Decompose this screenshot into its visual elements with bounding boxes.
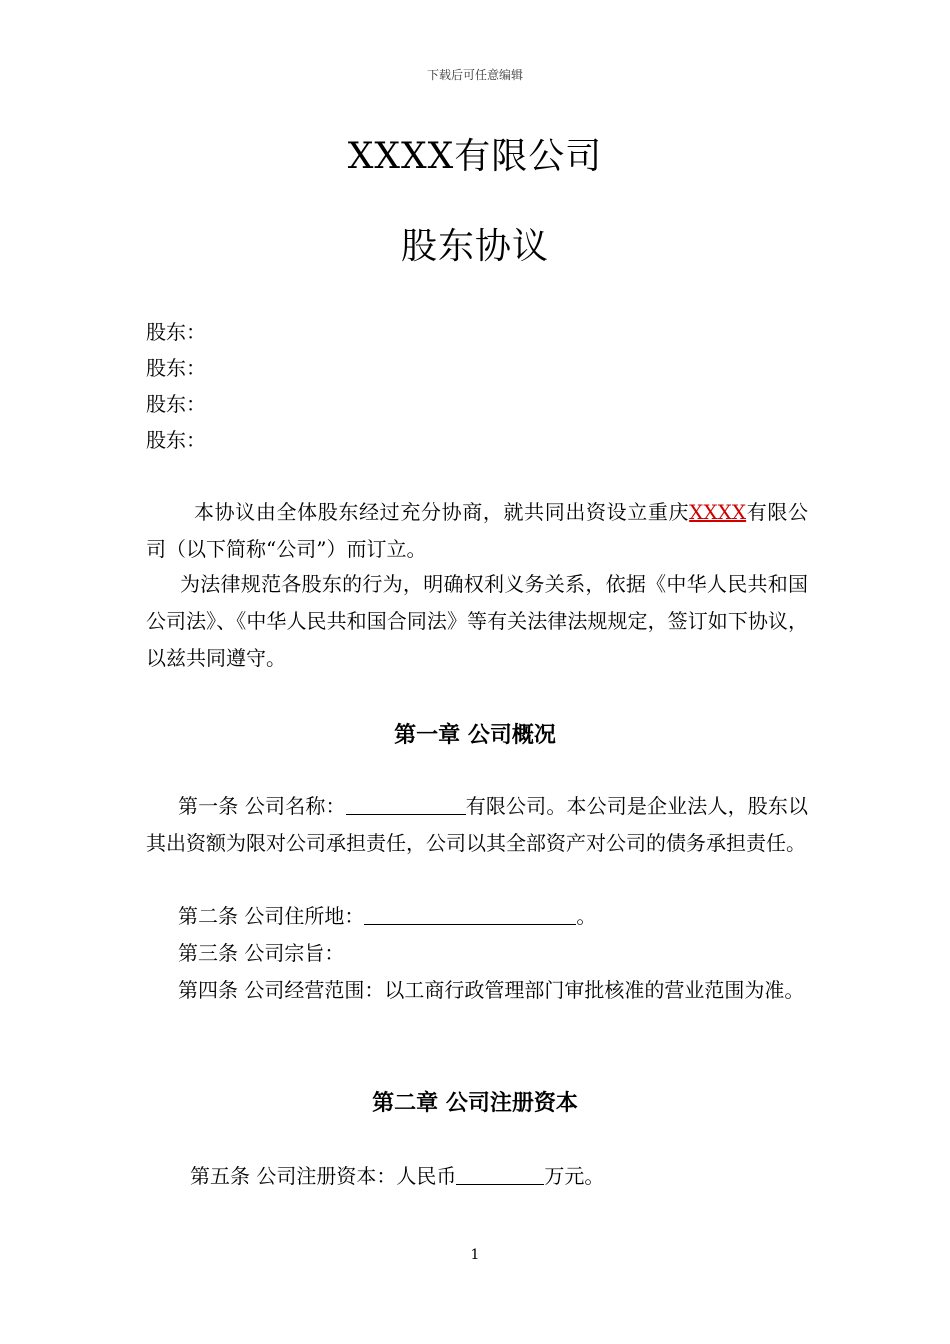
company-title: XXXX有限公司 <box>347 136 603 177</box>
header-note: 下载后可任意编辑 <box>426 68 523 82</box>
article-5 <box>146 1158 808 1195</box>
intro1-text-before: 本协议由全体股东经过充分协商，就共同出资设立重庆 <box>194 500 690 524</box>
shareholder-line: 股东： <box>146 356 206 380</box>
shareholder-line: 股东： <box>146 428 206 452</box>
chapter-1-heading: 第一章 公司概况 <box>394 723 556 748</box>
article-1 <box>146 788 808 862</box>
article-3: 第三条 公司宗旨： <box>178 941 345 965</box>
article-4: 第四条 公司经营范围：以工商行政管理部门审批核准的营业范围为准。 <box>178 978 805 1002</box>
shareholder-line: 股东： <box>146 320 206 344</box>
intro-paragraph-2: 为法律规范各股东的行为，明确权利义务关系，依据《中华人民共和国公司法》、《中华人民共和国合同法》等有关法律法规规定，签订如下协议，以兹共同遵守。 <box>146 572 808 670</box>
article5-label: 第五条 公司注册资本：人民币 <box>190 1164 457 1188</box>
article2-end: 。 <box>576 904 597 928</box>
article5-end: 万元。 <box>544 1164 605 1188</box>
shareholder-list <box>146 314 206 458</box>
intro-paragraph-1 <box>146 494 808 568</box>
capital-amount-blank <box>456 1162 544 1185</box>
agreement-title: 股东协议 <box>400 226 549 267</box>
chapter-2-heading: 第二章 公司注册资本 <box>372 1091 578 1116</box>
page-number: 1 <box>470 1247 480 1263</box>
article-2 <box>146 898 808 935</box>
company-name-blank <box>346 792 466 815</box>
intro1-text-after: 有限公司（以下简称“公司”）而订立。 <box>146 500 809 561</box>
article2-label: 第二条 公司住所地： <box>178 904 365 928</box>
company-placeholder-highlight: XXXX <box>689 500 747 524</box>
article1-text: 有限公司。本公司是企业法人，股东以其出资额为限对公司承担责任，公司以其全部资产对公司的债务承担责任。 <box>146 794 809 855</box>
address-blank <box>364 902 576 925</box>
article1-label: 第一条 公司名称： <box>178 794 346 818</box>
shareholder-line: 股东： <box>146 392 206 416</box>
